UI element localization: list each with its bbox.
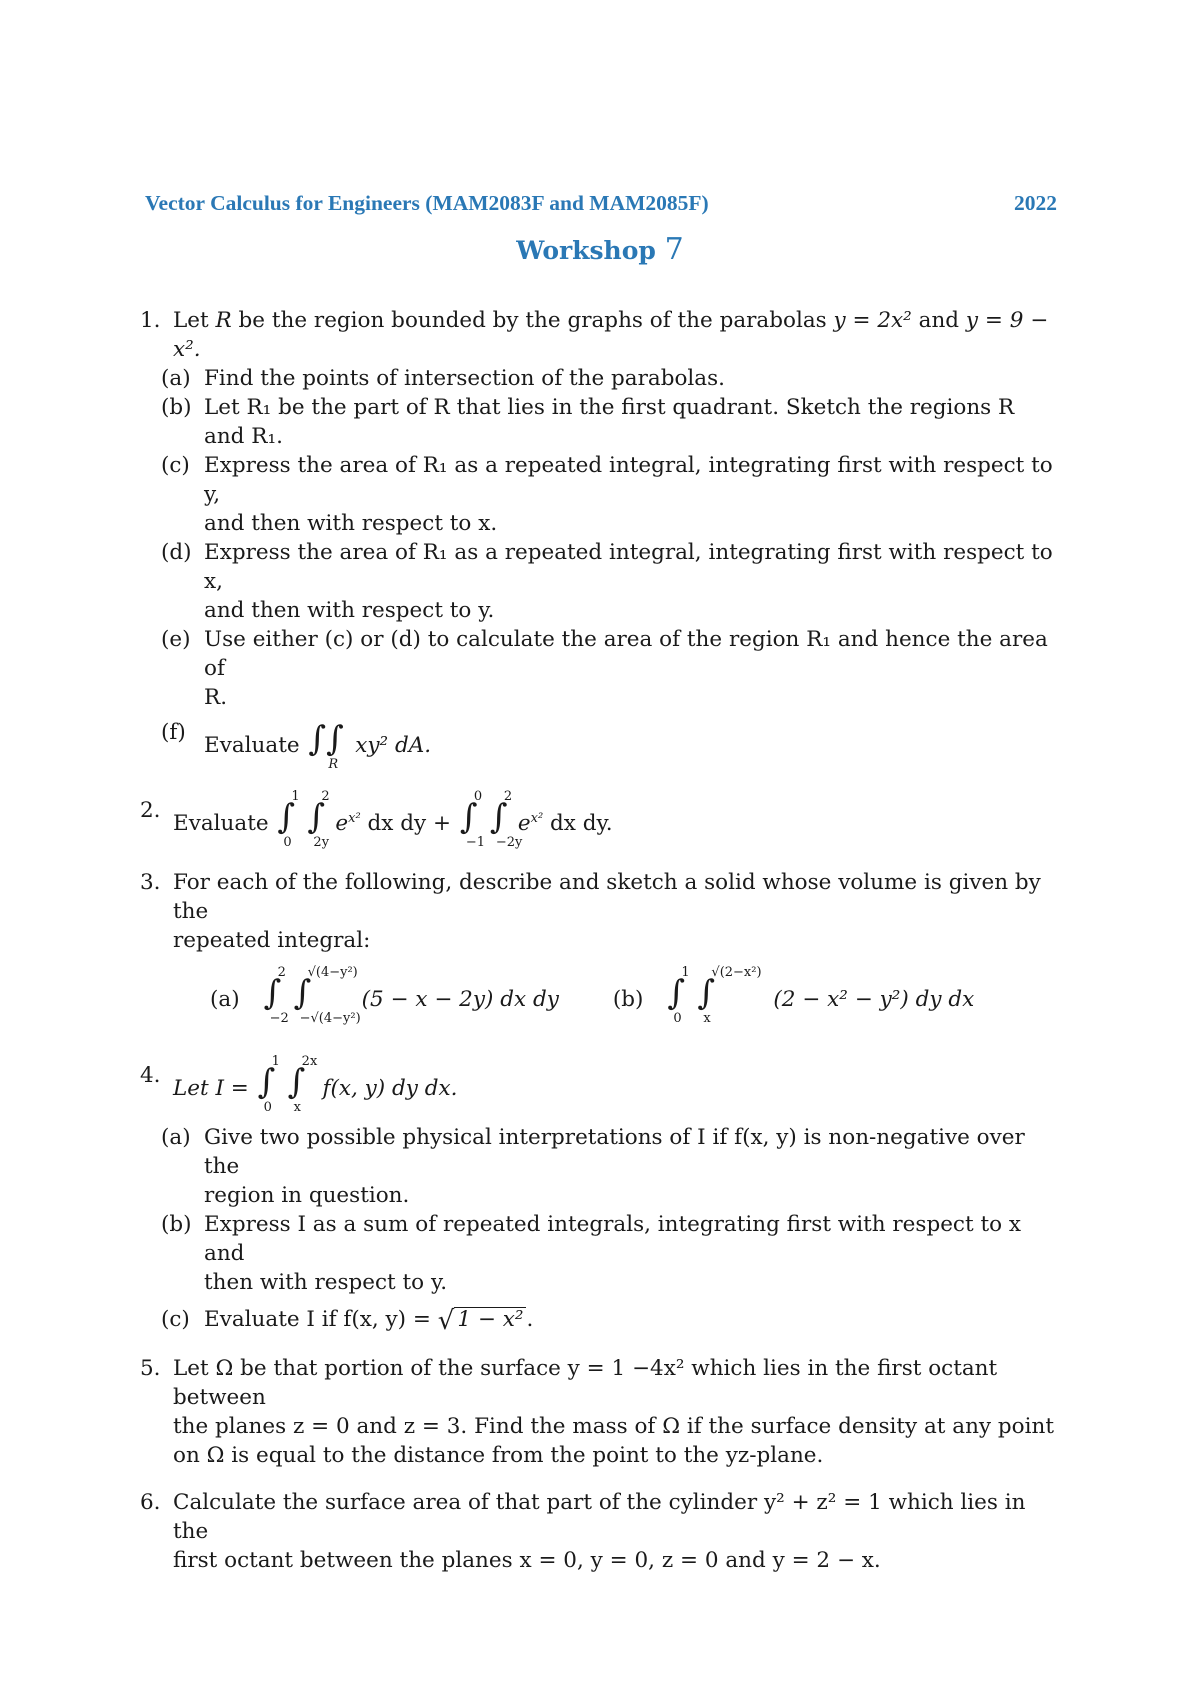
part-text: Express I as a sum of repeated integrals, integrating first with respect to x and bbox=[204, 1212, 1021, 1266]
q4-part-a bbox=[140, 1123, 1060, 1210]
q4-text: Let I = bbox=[173, 1076, 249, 1101]
q4-part-c: (c) Evaluate I if f(x, y) = √ 1 − x² . bbox=[161, 1306, 534, 1336]
q3-text: For each of the following, describe and sketch a solid whose volume is given by the bbox=[173, 870, 1041, 924]
integrand: (5 − x − 2y) dx dy bbox=[361, 986, 559, 1012]
q6-text: Calculate the surface area of that part of the cylinder y² + z² = 1 which lies in the bbox=[173, 1490, 1026, 1544]
q2-expr2: dx dy. bbox=[550, 811, 613, 836]
integral-symbol: ∫ 2 −2 bbox=[263, 965, 289, 1026]
integrand: $e^{x^2}$ bbox=[517, 811, 544, 836]
question-2 bbox=[140, 789, 1060, 850]
integrand: xy² dA. bbox=[355, 733, 432, 758]
part-text: R. bbox=[204, 685, 228, 710]
question-5 bbox=[140, 1354, 1060, 1470]
question-number: 6. bbox=[140, 1490, 161, 1515]
q1-and: and bbox=[918, 308, 960, 333]
part-label: (b) bbox=[612, 986, 644, 1012]
integral-symbol: ∫ 1 0 bbox=[257, 1054, 280, 1115]
q2-text: Evaluate bbox=[173, 811, 269, 836]
integral-symbol: ∫ 2 −2y bbox=[489, 789, 523, 850]
region-symbol: R bbox=[215, 308, 232, 333]
q3-text: repeated integral: bbox=[173, 928, 371, 953]
part-label: (a) bbox=[161, 366, 191, 391]
q6-text: first octant between the planes x = 0, y = 0, z = 0 and y = 2 − x. bbox=[173, 1548, 881, 1573]
q1-eq1: y = 2x² bbox=[833, 308, 912, 333]
part-text: and then with respect to x. bbox=[204, 511, 498, 536]
q3-part-a bbox=[210, 965, 559, 1026]
part-text: Express the area of R₁ as a repeated integral, integrating first with respect to y, bbox=[204, 453, 1053, 507]
year: 2022 bbox=[1014, 191, 1057, 215]
integral-symbol: ∫ √(2−x²) x bbox=[697, 965, 762, 1026]
question-number: 5. bbox=[140, 1356, 161, 1381]
q1-part-e bbox=[140, 625, 1060, 712]
q1-text-mid: be the region bounded by the graphs of the parabolas bbox=[238, 308, 827, 333]
q5-text: on Ω is equal to the distance from the point to the yz-plane. bbox=[173, 1443, 824, 1468]
course-title: Vector Calculus for Engineers (MAM2083F and MAM2085F) bbox=[145, 191, 709, 215]
workshop-number: 7 bbox=[664, 232, 684, 267]
double-integral-symbol: ∫∫ R bbox=[308, 719, 344, 772]
part-text: Use either (c) or (d) to calculate the area of the region R₁ and hence the area of bbox=[204, 627, 1048, 681]
integral-symbol: ∫ 1 0 bbox=[667, 965, 690, 1026]
q1-part-a bbox=[140, 364, 1060, 393]
q1-eq2: y = 9 − x². bbox=[173, 308, 1049, 362]
part-label: (f) bbox=[161, 720, 186, 745]
question-number: 4. bbox=[140, 1063, 161, 1088]
integral-symbol: ∫ 0 −1 bbox=[459, 789, 486, 850]
question-3 bbox=[140, 868, 1060, 955]
q1-text: Let bbox=[173, 308, 209, 333]
q1-part-d bbox=[140, 538, 1060, 625]
q1-part-c bbox=[140, 451, 1060, 538]
part-label: (a) bbox=[210, 986, 240, 1012]
question-6 bbox=[140, 1488, 1060, 1575]
part-text: and then with respect to y. bbox=[204, 598, 495, 623]
part-text: Express the area of R₁ as a repeated integral, integrating first with respect to x, bbox=[204, 540, 1053, 594]
integral-symbol: ∫ 1 0 bbox=[277, 789, 300, 850]
question-4 bbox=[140, 1054, 1060, 1115]
q5-text: Let Ω be that portion of the surface y = 1 −4x² which lies in the first octant between bbox=[173, 1356, 998, 1410]
part-label: (c) bbox=[161, 453, 190, 478]
q1-part-b bbox=[140, 393, 1060, 451]
q1-part-f bbox=[140, 718, 1060, 772]
sqrt-icon: √ bbox=[437, 1306, 455, 1336]
integral-symbol: ∫ 2 2y bbox=[307, 789, 330, 850]
q3-part-b bbox=[612, 965, 975, 1026]
radicand: 1 − x² bbox=[457, 1307, 524, 1332]
integrand: $e^{x^2}$ bbox=[335, 811, 361, 836]
part-text: region in question. bbox=[204, 1183, 410, 1208]
part-text: Evaluate I if f(x, y) = bbox=[204, 1307, 431, 1332]
part-label: (e) bbox=[161, 627, 191, 652]
integral-symbol: ∫ √(4−y²) −√(4−y²) bbox=[293, 965, 361, 1026]
q5-text: the planes z = 0 and z = 3. Find the mass of Ω if the surface density at any point bbox=[173, 1414, 1054, 1439]
part-label: (a) bbox=[161, 1125, 191, 1150]
q4-part-b bbox=[140, 1210, 1060, 1297]
question-number: 2. bbox=[140, 798, 161, 823]
workshop-label: Workshop bbox=[516, 236, 656, 265]
question-number: 3. bbox=[140, 870, 161, 895]
workshop-title bbox=[0, 232, 1200, 267]
questions bbox=[140, 306, 1060, 1575]
part-text: Give two possible physical interpretations of I if f(x, y) is non-negative over the bbox=[204, 1125, 1025, 1179]
part-label: (d) bbox=[161, 540, 192, 565]
question-1 bbox=[140, 306, 1060, 364]
part-text: Let R₁ be the part of R that lies in the first quadrant. Sketch the regions R and R₁. bbox=[204, 395, 1015, 449]
q3-integrals bbox=[140, 965, 1060, 1033]
integral-symbol: ∫ 2x x bbox=[287, 1054, 318, 1115]
part-text: Evaluate bbox=[204, 733, 300, 758]
part-label: (b) bbox=[161, 395, 192, 420]
part-text: Find the points of intersection of the parabolas. bbox=[204, 366, 725, 391]
part-label: (c) bbox=[161, 1307, 190, 1332]
part-label: (b) bbox=[161, 1212, 192, 1237]
integrand: f(x, y) dy dx. bbox=[322, 1076, 458, 1101]
question-number: 1. bbox=[140, 308, 161, 333]
part-text: then with respect to y. bbox=[204, 1270, 448, 1295]
integrand: (2 − x² − y²) dy dx bbox=[773, 986, 975, 1012]
q2-expr1: dx dy + bbox=[367, 811, 452, 836]
header bbox=[145, 191, 1057, 216]
